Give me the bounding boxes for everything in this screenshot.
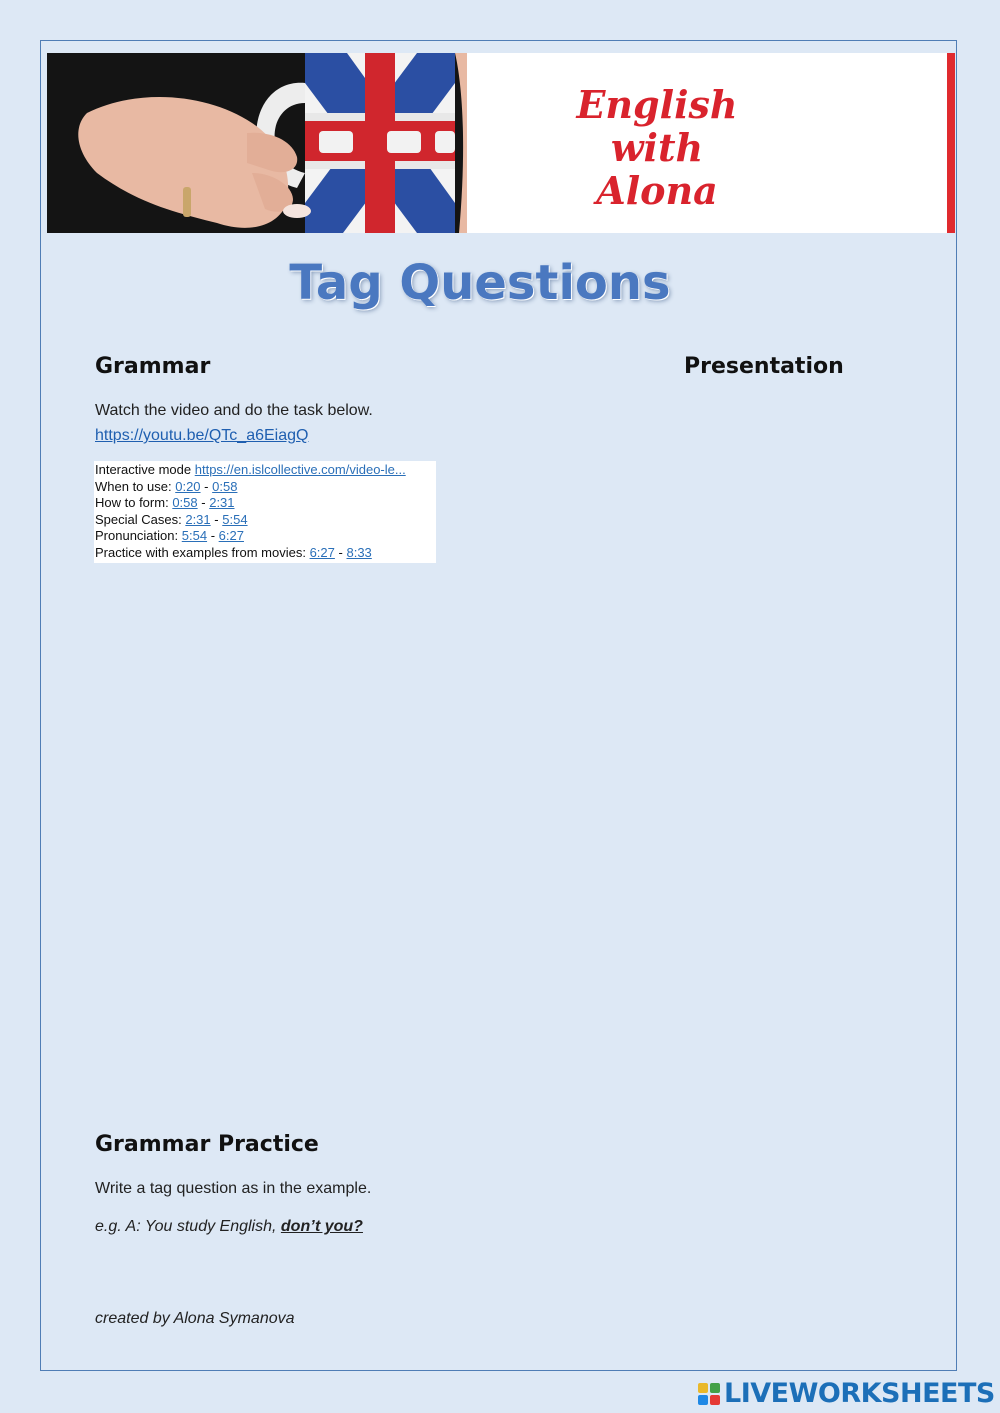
range-separator: - bbox=[338, 544, 343, 560]
timestamp-link[interactable]: 2:31 bbox=[209, 495, 235, 510]
segment-label: Special Cases: bbox=[95, 511, 182, 527]
video-index-row bbox=[95, 545, 435, 562]
practice-example bbox=[95, 1218, 363, 1236]
timestamp-link[interactable]: 5:54 bbox=[222, 511, 248, 527]
banner-title-line: English bbox=[576, 82, 738, 127]
timestamp-link[interactable]: 2:31 bbox=[185, 511, 211, 527]
practice-instruction: Write a tag question as in the example. bbox=[95, 1180, 372, 1197]
timestamp-link[interactable]: 8:33 bbox=[346, 544, 372, 560]
banner-accent-bar bbox=[947, 53, 955, 233]
banner-title-line: with bbox=[610, 125, 704, 170]
timestamp-link[interactable]: 6:27 bbox=[309, 544, 335, 560]
banner-title-line: Alona bbox=[596, 168, 718, 213]
author-credit: created by Alona Symanova bbox=[95, 1310, 295, 1327]
logo-text: LIVEWORKSHEETS bbox=[724, 1378, 995, 1409]
range-separator: - bbox=[210, 528, 216, 543]
video-index-row bbox=[95, 512, 435, 529]
worksheet-frame bbox=[40, 40, 957, 1371]
range-separator: - bbox=[204, 478, 209, 494]
timestamp-link[interactable]: 6:27 bbox=[218, 528, 244, 543]
video-index-row bbox=[95, 528, 435, 545]
example-tag-answer: don’t you? bbox=[280, 1218, 363, 1235]
timestamp-link[interactable]: 5:54 bbox=[181, 528, 208, 543]
video-link[interactable]: https://youtu.be/QTc_a6EiagQ bbox=[95, 427, 309, 444]
range-separator: - bbox=[201, 495, 206, 510]
video-index-row bbox=[95, 495, 435, 512]
video-index-row bbox=[95, 462, 435, 479]
timestamp-link[interactable]: 0:58 bbox=[212, 478, 238, 494]
liveworksheets-logo[interactable] bbox=[698, 1378, 995, 1409]
page-title: Tag Questions bbox=[289, 255, 671, 311]
segment-label: When to use: bbox=[95, 478, 172, 494]
segment-label: Practice with examples from movies: bbox=[95, 544, 306, 560]
video-index-row bbox=[95, 479, 435, 496]
segment-label: How to form: bbox=[95, 495, 169, 510]
timestamp-link[interactable]: 0:58 bbox=[172, 495, 198, 510]
example-sentence: e.g. A: You study English, bbox=[95, 1218, 277, 1235]
banner-photo bbox=[47, 53, 467, 233]
grammar-instruction: Watch the video and do the task below. bbox=[95, 402, 373, 419]
banner-title bbox=[547, 83, 767, 212]
grammar-heading: Grammar bbox=[95, 354, 211, 379]
mug-photo bbox=[47, 53, 467, 233]
interactive-mode-label: Interactive mode bbox=[95, 462, 192, 477]
segment-label: Pronunciation: bbox=[95, 528, 179, 543]
interactive-mode-link[interactable]: https://en.islcollective.com/video-le... bbox=[194, 462, 406, 477]
presentation-heading: Presentation bbox=[684, 354, 844, 379]
grammar-practice-heading: Grammar Practice bbox=[95, 1132, 319, 1157]
timestamp-link[interactable]: 0:20 bbox=[175, 478, 201, 494]
header-banner bbox=[47, 53, 955, 233]
video-index bbox=[94, 461, 436, 563]
logo-mark-icon bbox=[698, 1383, 720, 1405]
range-separator: - bbox=[214, 511, 219, 527]
